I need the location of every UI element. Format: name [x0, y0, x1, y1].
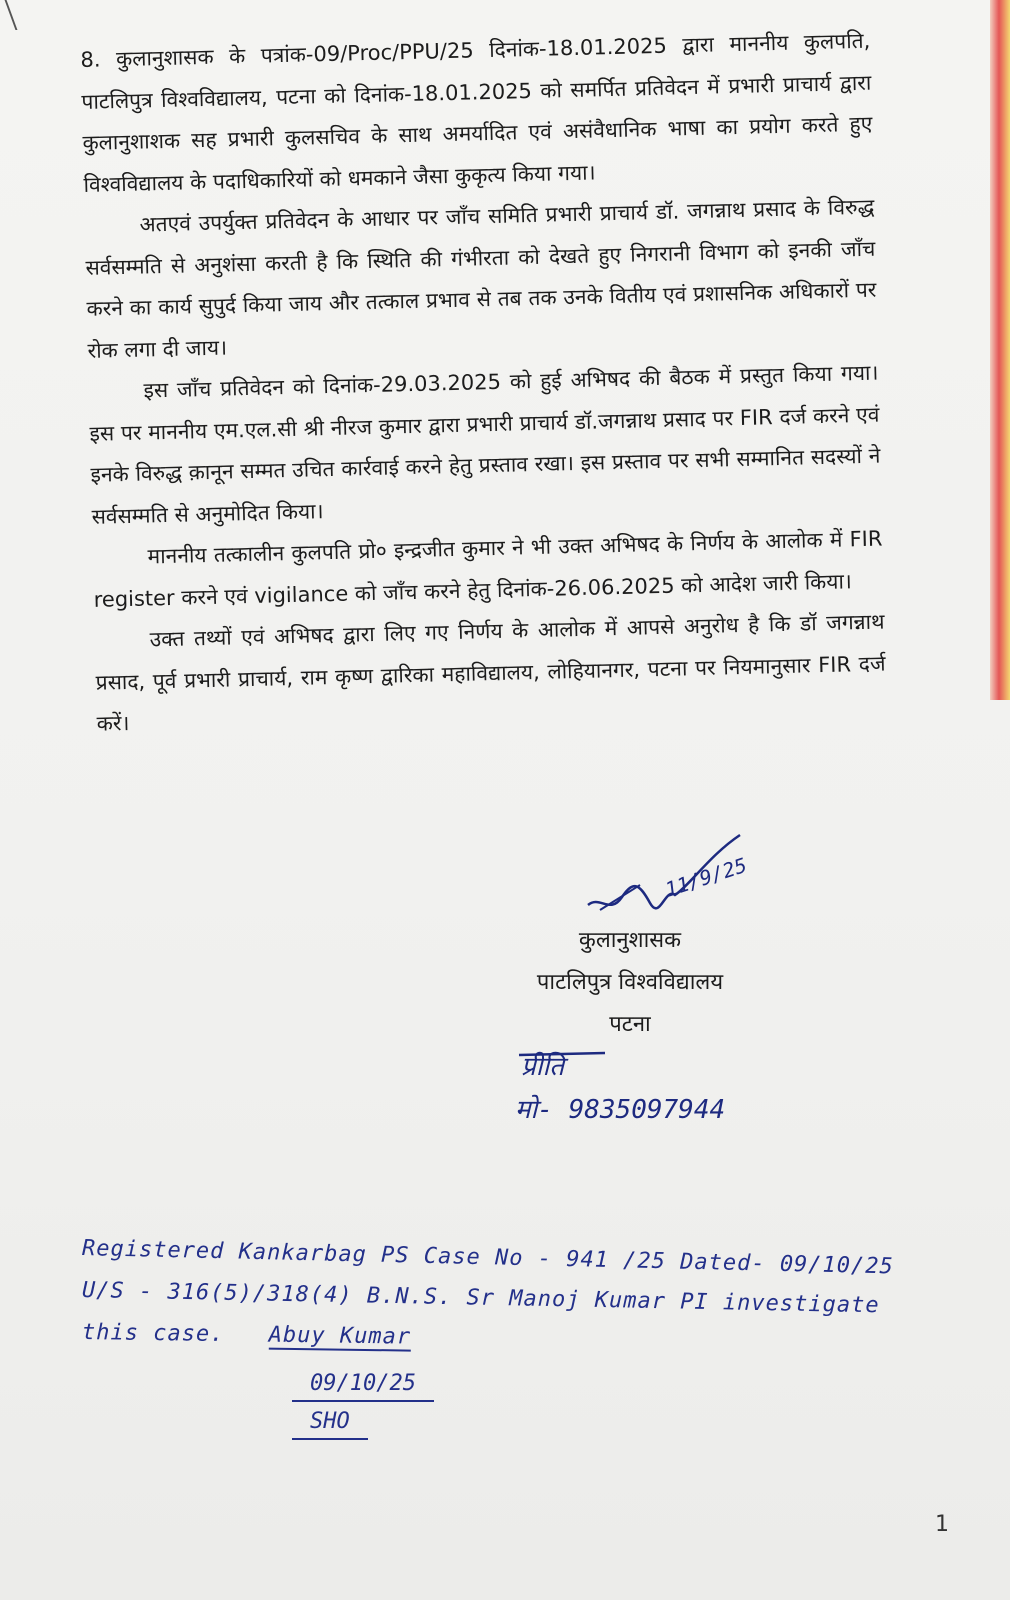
signature-date: 11/9/25 [662, 852, 750, 902]
paragraph-5: उक्त तथ्यों एवं अभिषद द्वारा लिए गए निर्णय के आलोक में आपसे अनुरोध है कि डॉ जगन्नाथ प्रसाद, पूर्व प्रभारी प्राचार्य, राम कृष्ण द्वारिका महाविद्यालय, लोहियानगर, पटना पर नियमानुसार FIR दर्ज करें। [95, 609, 886, 736]
initial-text: प्रीति [521, 1052, 565, 1082]
paragraph-2: अतएवं उपर्युक्त प्रतिवेदन के आधार पर जाँच समिति प्रभारी प्राचार्य डॉ. जगन्नाथ प्रसाद के विरुद्ध सर्वसम्मति से अनुशंसा करती है कि स्थिति की गंभीरता को देखते हुए निगरानी विभाग को इनकी जाँच करने का कार्य सुपुर्द किया जाय और तत्काल प्रभाव से तब तक उनके वितीय एवं प्रशासनिक अधिकारों पर रोक लगा दी जाय। [85, 194, 877, 363]
letter-body [80, 21, 887, 746]
endorsement-title: SHO [292, 1406, 368, 1440]
endorsement-line-1: Registered Kankarbag PS Case No - 941 /25 Dated- 09/10/25 [81, 1236, 895, 1280]
signature-city: पटना [609, 1012, 651, 1037]
page-edge-strip [990, 0, 1010, 700]
endorsement-date: 09/10/25 [292, 1368, 434, 1402]
endorsement-line-2: U/S - 316(5)/318(4) B.N.S. Sr Manoj Kumar PI investigate [81, 1278, 880, 1319]
endorsement-signer: Abuy Kumar [268, 1322, 412, 1350]
endorsement-stack [292, 1368, 434, 1444]
paragraph-3: इस जाँच प्रतिवेदन को दिनांक-29.03.2025 को हुई अभिषद की बैठक में प्रस्तुत किया गया। इस पर माननीय एम.एल.सी श्री नीरज कुमार द्वारा प्रभारी प्राचार्य डॉ.जगन्नाथ प्रसाद पर FIR दर्ज करने एवं इनके विरुद्ध क़ानून सम्मत उचित कार्रवाई करने हेतु प्रस्ताव रखा। इस प्रस्ताव पर सभी सम्मानित सदस्यों ने सर्वसम्मति से अनुमोदित किया। [89, 360, 881, 529]
handwritten-initial [515, 1045, 635, 1085]
paragraph-4: माननीय तत्कालीन कुलपति प्रो० इन्द्रजीत कुमार ने भी उक्त अभिषद के निर्णय के आलोक में FIR register करने एवं vigilance को जाँच करने हेतु दिनांक-26.06.2025 को आदेश जारी किया। [93, 526, 883, 612]
page-edge-line [0, 0, 17, 30]
page-number: 1 [935, 1512, 949, 1537]
endorsement-line-3-text: this case. [81, 1320, 225, 1347]
signature-university: पाटलिपुत्र विश्वविद्यालय [536, 970, 724, 995]
handwritten-endorsement [81, 1228, 1002, 1434]
paragraph-1: 8. कुलानुशासक के पत्रांक-09/Proc/PPU/25 दिनांक-18.01.2025 द्वारा माननीय कुलपति, पाटलिपुत्र विश्वविद्यालय, पटना को दिनांक-18.01.2025 को समर्पित प्रतिवेदन में प्रभारी प्राचार्य द्वारा कुलानुशाशक सह प्रभारी कुलसचिव के साथ अमर्यादित एवं असंवैधानिक भाषा का प्रयोग करते हुए विश्वविद्यालय के पदाधिकारियों को धमकाने जैसा कुकृत्य किया गया। [80, 28, 873, 197]
mobile-number: मो- 9835097944 [515, 1095, 726, 1125]
signature-block [500, 920, 760, 1046]
signature-scribble [580, 825, 750, 935]
signature-designation: कुलानुशासक [578, 928, 682, 953]
